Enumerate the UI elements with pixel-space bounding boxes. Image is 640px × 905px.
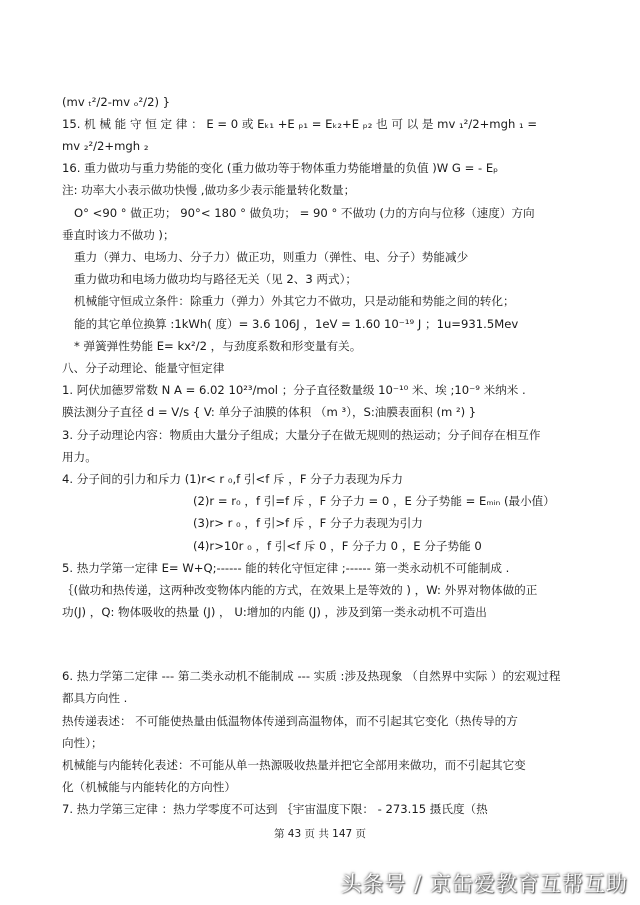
text-line: ｛(做功和热传递，这两种改变物体内能的方式，在效果上是等效的 ) ，W: 外界对物体做的正 [62,583,538,597]
text-line: 能的其它单位换算 :1kWh( 度）= 3.6 106J ，1eV = 1.60 10⁻¹⁹ J ；1u=931.5Mev [74,317,519,331]
text-line: O° <90 ° 做正功； 90°< 180 ° 做负功； = 90 ° 不做功 (力的方向与位移（速度）方向 [74,206,535,220]
text-line: 7. 热力学第三定律 ：热力学零度不可达到 ｛宇宙温度下限： - 273.15 摄氏度（热 [62,802,488,816]
text-line: 化（机械能与内能转化的方向性） [62,780,236,794]
text-line: 都具方向性 . [62,691,128,705]
text-line: 向性）； [62,736,103,750]
text-line: 机械能与内能转化表述：不可能从单一热源吸收热量并把它全部用来做功，而不引起其它变 [62,758,526,772]
text-line: 6. 热力学第二定律 --- 第二类永动机不能制成 --- 实质 :涉及热现象 （自然界中实际 ）的宏观过程 [62,669,561,683]
text-line: (mv ₜ²/2-mv ₒ²/2) } [62,95,171,109]
page-number: 第 43 页 共 147 页 [273,828,367,840]
text-line: 垂直时该力不做功 )； [62,228,175,242]
text-line: 15. 机 械 能 守 恒 定 律 ： E = 0 或 Eₖ₁ +E ₚ₁ = Eₖ₂+E ₚ₂ 也 可 以 是 mv ₁²/2+mgh ₁ = [62,117,538,131]
text-line: 16. 重力做功与重力势能的变化 (重力做功等于物体重力势能增量的负值 )W G = - Eₚ [62,161,499,175]
section-heading: 八、分子动理论、能量守恒定律 [62,361,225,375]
text-line: 1. 阿伏加德罗常数 N A = 6.02 10²³/mol ；分子直径数量级 10⁻¹⁰ 米、埃 ;10⁻⁹ 米纳米 . [62,383,526,397]
text-line: (4)r>10r ₀ ，f 引<f 斥 0 ，F 分子力 0 ，E 分子势能 0 [193,539,482,553]
text-line: 膜法测分子直径 d = V/s { V: 单分子油膜的体积 （m ³），S:油膜表面积 (m ²) } [62,405,477,419]
text-line: 功(J) ，Q: 物体吸收的热量 (J) ， U:增加的内能 (J) ，涉及到第一类永动机不可造出 [62,605,487,619]
text-line: mv ₂²/2+mgh ₂ [62,139,149,153]
text-line: (3)r> r ₀ ，f 引>f 斥 ，F 分子力表现为引力 [193,516,423,530]
text-line: 注: 功率大小表示做功快慢 ,做功多少表示能量转化数量； [62,183,356,197]
text-line: 3. 分子动理论内容：物质由大量分子组成；大量分子在做无规则的热运动；分子间存在相互作 [62,428,541,442]
text-line: 用力。 [62,450,97,464]
text-line: 热传递表述： 不可能使热量由低温物体传递到高温物体，而不引起其它变化（热传导的方 [62,714,518,728]
text-line: (2)r = r₀ ，f 引=f 斥 ，F 分子力 = 0 ，E 分子势能 = Eₘᵢₙ (最小值） [193,494,555,508]
text-line: 重力（弹力、电场力、分子力）做正功，则重力（弹性、电、分子）势能减少 [74,250,469,264]
text-line: * 弹簧弹性势能 E= kx²/2 ，与劲度系数和形变量有关。 [74,339,362,353]
text-line: 重力做功和电场力做功均与路径无关（见 2、3 两式）； [74,272,357,286]
text-line: 机械能守恒成立条件：除重力（弹力）外其它力不做功，只是动能和势能之间的转化； [74,294,515,308]
text-line: 4. 分子间的引力和斥力 (1)r< r ₀,f 引<f 斥 ，F 分子力表现为斥力 [62,472,403,486]
text-line: 5. 热力学第一定律 E= W+Q;------ 能的转化守恒定律 ;------ 第一类永动机不可能制成 . [62,561,510,575]
watermark-text: 头条号 / 京缶爱教育互帮互助 [340,872,628,896]
